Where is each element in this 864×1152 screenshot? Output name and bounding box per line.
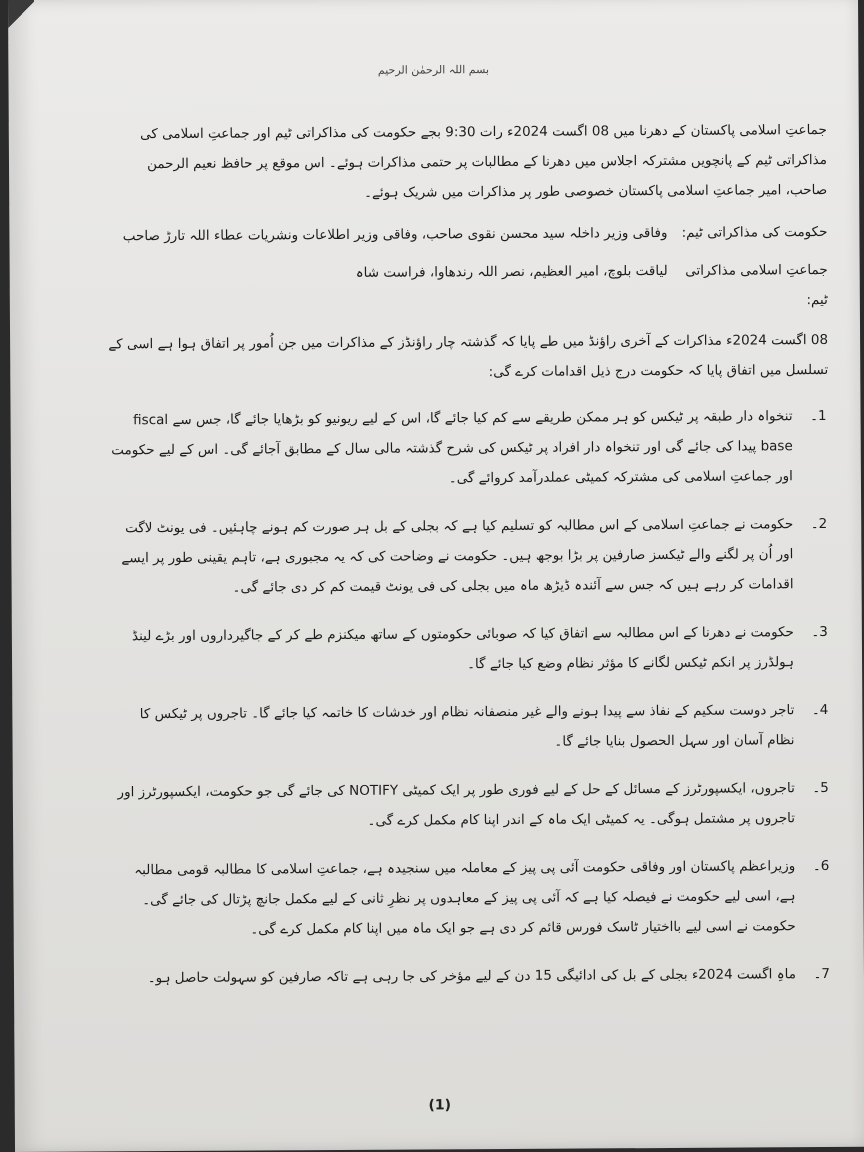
intro-paragraph: جماعتِ اسلامی پاکستان کے دھرنا میں 08 اگست 2024ء رات 9:30 بجے حکومت کی مذاکراتی ٹیم اور جماعتِ اسلامی کی مذاکراتی ٹیم کے پانچویں مشترکہ اجلاس میں دھرنا کے مطالبات پر حتمی مذاکرات ہوئے۔ اس موقع پر حافظ نعیم الرحمن صاحب، امیر جماعتِ اسلامی پاکستان خصوصی طور پر مذاکرات میں شریک ہوئے۔ (140, 122, 828, 201)
list-item-text: حکومت نے جماعتِ اسلامی کے اس مطالبہ کو تسلیم کیا ہے کہ بجلی کے بل ہر صورت کم ہونے چاہئیں۔ فی یونٹ لاگت اور اُن پر لگنے والے ٹیکسز صارفین پر بڑا بوجھ ہیں۔ حکومت نے وضاحت کی کہ یہ مجبوری ہے، تاہم یقینی طور پر ایسے اقدامات کر رہے ہیں کہ جس سے آئندہ ڈیڑھ ماہ میں بجلی کی فی یونٹ قیمت کم کر دی جائے گی۔ (121, 516, 794, 596)
list-item-number: 6۔ (812, 857, 830, 875)
folded-corner (8, 0, 34, 30)
list-item (110, 617, 830, 681)
list-item (109, 509, 830, 603)
document-page (8, 0, 864, 1152)
list-item-text: حکومت نے دھرنا کے اس مطالبہ سے اتفاق کیا کہ صوبائی حکومتوں کے ساتھ میکنزم طے کر کے جاگیرداروں اور بڑے لینڈ ہولڈرز پر انکم ٹیکس لگانے کا مؤثر نظام وضع کیا جائے گا۔ (131, 624, 795, 673)
government-team-row (107, 217, 827, 251)
list-item-number: 1۔ (809, 408, 827, 425)
list-item-text: تاجروں، ایکسپورٹرز کے مسائل کے حل کے لیے فوری طور پر ایک کمیٹی NOTIFY کی جائے گی جو حکومت، ایکسپورٹرز اور تاجروں پر مشتمل ہوگی۔ یہ کمیٹی ایک ماہ کے اندر اپنا کام مکمل کرے گی۔ (117, 780, 796, 829)
list-item-text: وزیراعظم پاکستان اور وفاقی حکومت آئی پی پیز کے معاملہ میں سنجیدہ ہے، جماعتِ اسلامی کا مطالبہ قومی مطالبہ ہے، اسی لیے حکومت نے فیصلہ کیا ہے کہ آئی پی پیز کے معاہدوں پر نظرِ ثانی کے لیے مکمل جانچ پڑتال کی جائے گی۔ حکومت نے اسی لیے بااختیار ٹاسک فورس قائم کر دی ہے جو ایک ماہ میں اپنا کام مکمل کرے گی۔ (134, 858, 796, 938)
list-item-number: 2۔ (810, 516, 828, 533)
document-body (107, 115, 832, 1011)
list-item (111, 851, 832, 945)
government-team-members: وفاقی وزیر داخلہ سید محسن نقوی صاحب، وفاقی وزیر اطلاعات ونشریات عطاء اللہ تارڑ صاحب (122, 224, 668, 245)
list-item-number: 4۔ (811, 702, 829, 719)
jamaat-team-members: لیاقت بلوچ، امیر العظیم، نصر اللہ رندھاوا، فراست شاہ (355, 262, 668, 281)
bismillah-header: بسم اللہ الرحمٰن الرحیم (377, 63, 490, 77)
government-team-label: حکومت کی مذاکراتی ٹیم: (681, 223, 828, 241)
list-item (110, 695, 830, 759)
list-item (111, 773, 831, 837)
jamaat-team-row (108, 255, 828, 319)
agreement-paragraph: 08 اگست 2024ء مذاکرات کے آخری راؤنڈ میں طے پایا کہ گذشتہ چار راؤنڈز کے مذاکرات میں جن اُمور پر اتفاق ہوا ہے اسی کے تسلسل میں اتفاق پایا کہ حکومت درج ذیل اقدامات کرے گی: (108, 331, 829, 381)
list-item (108, 401, 829, 495)
list-item-text: تاجر دوست سکیم کے نفاذ سے پیدا ہونے والے غیر منصفانہ نظام اور خدشات کا خاتمہ کیا جائے گا۔ تاجروں پر ٹیکس کا نظام آسان اور سہل الحصول بنایا جائے گا۔ (139, 702, 795, 750)
list-item-number: 3۔ (811, 624, 828, 641)
list-item-text: تنخواہ دار طبقہ پر ٹیکس کو ہر ممکن طریقے سے کم کیا جائے گا، اس کے لیے ریونیو کو بڑھایا جائے گا، جس سے fiscal base پیدا کی جائے گی اور تنخواہ دار افراد پر ٹیکس کی شرح گذشتہ مالی سال کے مطابق آجائے گی۔ اس کے لیے حکومت اور جماعتِ اسلامی کی مشترکہ کمیٹی عملدرآمد کروائے گی۔ (111, 408, 793, 487)
list-item-number: 5۔ (812, 780, 829, 797)
page-number: (1) (428, 1097, 452, 1114)
list-item-text: ماہِ اگست 2024ء بجلی کے بل کی ادائیگی 15 دن کے لیے مؤخر کی جا رہی ہے تاکہ صارفین کو سہولت حاصل ہو۔ (147, 966, 797, 987)
list-item-number: 7۔ (813, 965, 831, 983)
list-item (112, 959, 832, 993)
jamaat-team-label: جماعتِ اسلامی مذاکراتی ٹیم: (685, 261, 828, 309)
